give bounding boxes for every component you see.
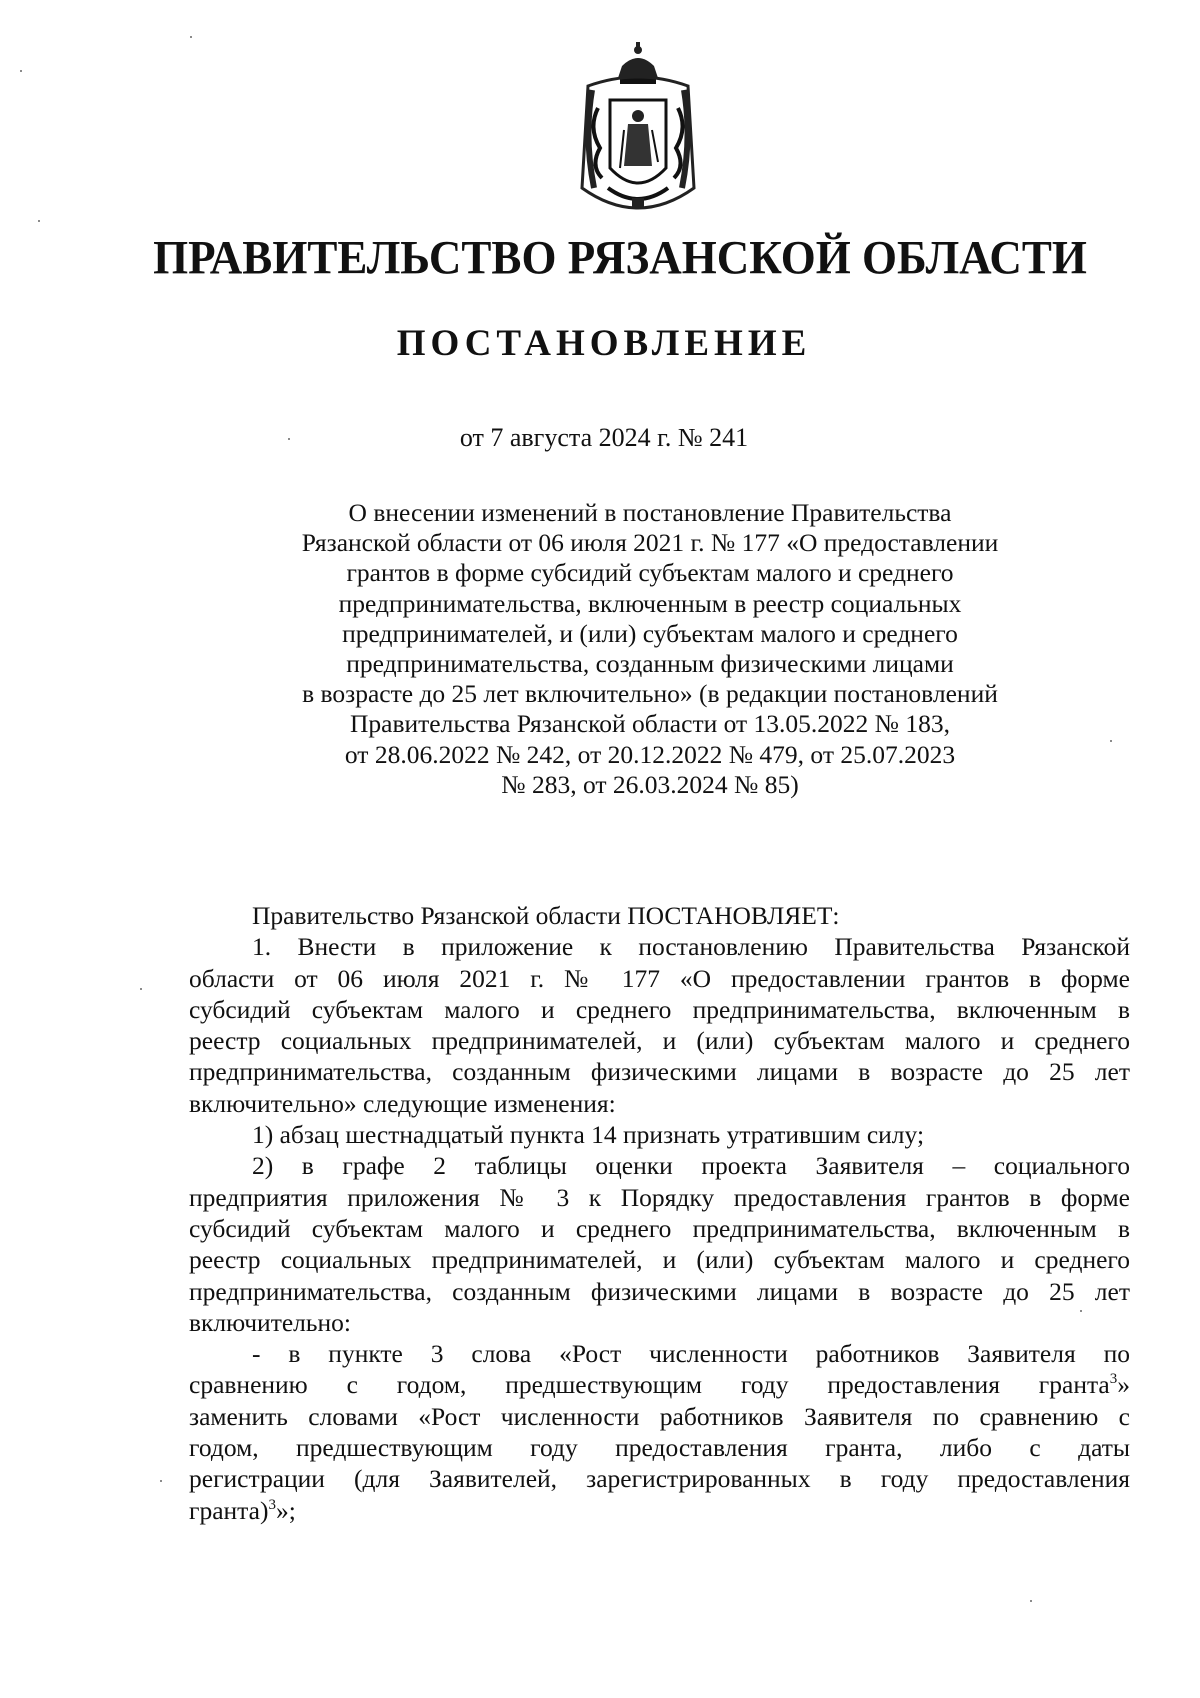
document-subject [250, 498, 1050, 800]
paragraph-line: предпринимательства, созданным физическими лицами в возрасте до 25 лет [189, 1276, 1130, 1306]
paragraph-line: реестр социальных предпринимателей, и (или) субъектам малого и среднего [189, 1026, 1130, 1056]
paragraph-line: предприятия приложения № 3 к Порядку предоставления грантов в форме [189, 1182, 1130, 1212]
scan-speck [38, 220, 40, 222]
scan-speck [190, 36, 192, 38]
paragraph-line: реестр социальных предпринимателей, и (или) субъектам малого и среднего [189, 1245, 1130, 1275]
coat-of-arms-icon [568, 38, 708, 228]
list-item-1: 1) абзац шестнадцатый пункта 14 признать утратившим силу; [252, 1120, 925, 1150]
text-run: сравнению с годом, предшествующим году предоставления гранта [189, 1370, 1110, 1400]
scan-speck [160, 1480, 162, 1482]
document-type: ПОСТАНОВЛЕНИЕ [396, 323, 812, 364]
text-run: »; [275, 1495, 296, 1525]
paragraph-line: регистрации (для Заявителей, зарегистрированных в году предоставления [189, 1464, 1130, 1494]
subject-line: № 283, от 26.03.2024 № 85) [501, 769, 799, 799]
subject-line: предпринимательства, включенным в реестр социальных [338, 588, 962, 618]
preamble: Правительство Рязанской области ПОСТАНОВЛЯЕТ: [252, 901, 840, 930]
subject-line: О внесении изменений в постановление Правительства [348, 498, 952, 527]
paragraph-line [189, 1495, 1130, 1526]
footnote-mark: 3 [268, 1496, 276, 1513]
scan-speck [140, 988, 142, 990]
text-run: гранта) [189, 1495, 269, 1525]
text-run: » [1117, 1370, 1130, 1400]
paragraph-line: заменить словами «Рост численности работников Заявителя по сравнению с [189, 1401, 1130, 1431]
scan-speck [288, 438, 290, 440]
paragraph-line: предпринимательства, созданным физическими лицами в возрасте до 25 лет [189, 1057, 1130, 1087]
subject-line: Рязанской области от 06 июля 2021 г. № 177 «О предоставлении [301, 528, 999, 558]
paragraph-line: субсидий субъектам малого и среднего предпринимательства, включенным в [189, 1213, 1130, 1243]
scan-speck [1080, 1310, 1082, 1312]
footnote-mark: 3 [1109, 1371, 1118, 1388]
scan-speck [20, 70, 22, 72]
paragraph-line: 1. Внести в приложение к постановлению Правительства Рязанской [252, 932, 1130, 962]
document-date-number: от 7 августа 2024 г. № 241 [459, 423, 749, 452]
subject-line: от 28.06.2022 № 242, от 20.12.2022 № 479, от 25.07.2023 [344, 739, 956, 769]
subject-line: предпринимателей, и (или) субъектам малого и среднего [342, 618, 958, 648]
document-body [189, 900, 1130, 1526]
paragraph-line [189, 1369, 1130, 1400]
paragraph-line: годом, предшествующим году предоставления гранта, либо с даты [189, 1433, 1130, 1463]
paragraph-line: включительно» следующие изменения: [189, 1088, 616, 1118]
scan-speck [1030, 1600, 1032, 1602]
subject-line: в возрасте до 25 лет включительно» (в редакции постановлений [302, 679, 998, 709]
scan-speck [1110, 740, 1112, 742]
subject-line: грантов в форме субсидий субъектам малого и среднего [346, 558, 954, 588]
paragraph-line: - в пункте 3 слова «Рост численности работников Заявителя по [252, 1339, 1130, 1369]
paragraph-line: субсидий субъектам малого и среднего предпринимательства, включенным в [189, 994, 1130, 1024]
paragraph-line: 2) в графе 2 таблицы оценки проекта Заявителя – социального [252, 1151, 1130, 1181]
organization-title: ПРАВИТЕЛЬСТВО РЯЗАНСКОЙ ОБЛАСТИ [153, 231, 1087, 285]
subject-line: предпринимательства, созданным физическими лицами [346, 649, 954, 679]
paragraph-line: включительно: [189, 1307, 352, 1337]
subject-line: Правительства Рязанской области от 13.05.2022 № 183, [349, 709, 950, 739]
paragraph-line: области от 06 июля 2021 г. № 177 «О предоставлении грантов в форме [189, 963, 1130, 993]
